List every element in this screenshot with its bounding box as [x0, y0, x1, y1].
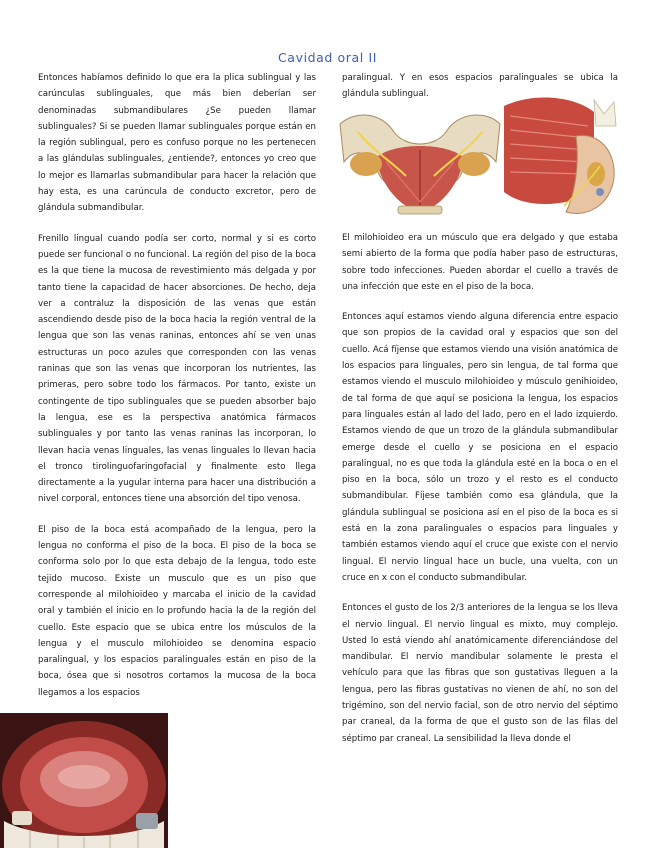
right-column — [342, 230, 618, 761]
paragraph: Entonces habíamos definido lo que era la plica sublingual y las carúnculas sublinguales, que más bien deberían ser denominadas submandibulares ¿Se pueden llamar sublinguales? Si se pueden llamar sublinguales porque están en la región sublingual, pero es confuso porque no les pertenecen a las glándulas sublinguales, ¿entiende?, entonces yo creo que lo mejor es llamarlas submandibular para hacer la relación que hay esta, es una carúncula de conducto excretor, pero de glándula submandibular. — [38, 73, 316, 214]
paragraph: Entonces aquí estamos viendo alguna diferencia entre espacio que son propios de la cavidad oral y espacios que son del cuello. Acá fíjense que estamos viendo una visión anatómica de los espacios para linguales, pero sin lengua, de tal forma que estamos viendo el musculo milohioideo y músculo genihioideo, de tal forma de que aquí se posiciona la lengua, los espacios para linguales están al lado del lado, pero en el lado izquierdo. Estamos viendo de que un trozo de la glándula submandibular emerge desde el cuello y se posiciona en el espacio paralingual, no es que toda la glándula esté en la boca o en el piso en la boca, sólo un trozo y el resto es el conducto submandibular. Fíjese también como esa glándula, que la glándula sublingual se posiciona así en el piso de la boca es si está en la zona paralinguales o espacios para linguales y también estamos viendo aquí el cruce que existe con el nervio lingual. El nervio lingual hace un bucle, una vuelta, con un cruce en x con el conducto submandibular. — [342, 312, 618, 583]
paragraph: Frenillo lingual cuando podía ser corto, normal y si es corto puede ser funcional o no funcional. La región del piso de la boca es la que tiene la mucosa de revestimiento más delgada y por tanto tiene la capacidad de hacer absorciones. De hecho, deja ver a contraluz la disposición de las venas que están ascendiendo desde piso de la boca hacia la región ventral de la lengua que son las venas raninas, entonces ahí se ven unas estructuras un poco azules que corresponden con las venas raninas que son las venas que incorporan los nutrientes, las primeras, pero sobre todo los fármacos. Por tanto, existe un contingente de tipo sublinguales que se pueden absorber bajo la lengua, ese es la perspectiva anatómica fármacos sublinguales y por tanto las venas raninas las incorporan, lo llevan hacia venas linguales, las venas linguales lo llevan hacia el tronco tirolinguofaringofacial y finalmente esto llega directamente a la yugular interna para hacer una distribución a nivel corporal, entonces tiene una absorción del tipo venosa. — [38, 233, 316, 505]
paragraph: El milohioideo era un músculo que era delgado y que estaba semi abierto de la forma que podía haber paso de estructuras, sobre todo infecciones. Pueden abordar el cuello a través de una infección que este en el piso de la boca. — [342, 233, 618, 292]
floor-of-mouth-illustration — [336, 102, 504, 220]
sagittal-section-illustration — [504, 96, 620, 220]
page-title: Cavidad oral II — [277, 50, 378, 65]
paragraph: El piso de la boca está acompañado de la lengua, pero la lengua no conforma el piso de la boca. El piso de la boca se conforma solo por lo que esta debajo de la lengua, todo este tejido mucoso. Existe un musculo que es un piso que corresponde al milohioideo y marcaba el inicio de la cavidad oral y también el inicio en lo profundo hacia la de la región del cuello. Este espacio que se ubica entre los músculos de la lengua y el musculo milohioideo se denomina espacio paralingual, y los espacios paralinguales están en piso de la boca, ósea que si nosotros cortamos la mucosa de la boca llegamos a los espacios — [38, 524, 316, 698]
paragraph: paralingual. Y en esos espacios paralinguales se ubica la glándula sublingual. — [342, 73, 618, 100]
paragraph: Entonces el gusto de los 2/3 anteriores de la lengua se los lleva el nervio lingual. El nervio lingual es mixto, muy complejo. Usted lo está viendo ahí anatómicamente diferenciándose del mandibular. El nervio mandibular solamente le presta el vehículo para que las fibras que son gustativas lleguen a la lengua, pero las fibras gustativas no vienen de ahí, no son del trigémino, son del nervio facial, son de otro nervio del séptimo par craneal, da la forma de que el gusto son de las filas del séptimo par craneal. La sensibilidad la lleva donde el — [342, 603, 618, 744]
left-column — [38, 70, 316, 715]
open-mouth-photo — [0, 713, 168, 848]
